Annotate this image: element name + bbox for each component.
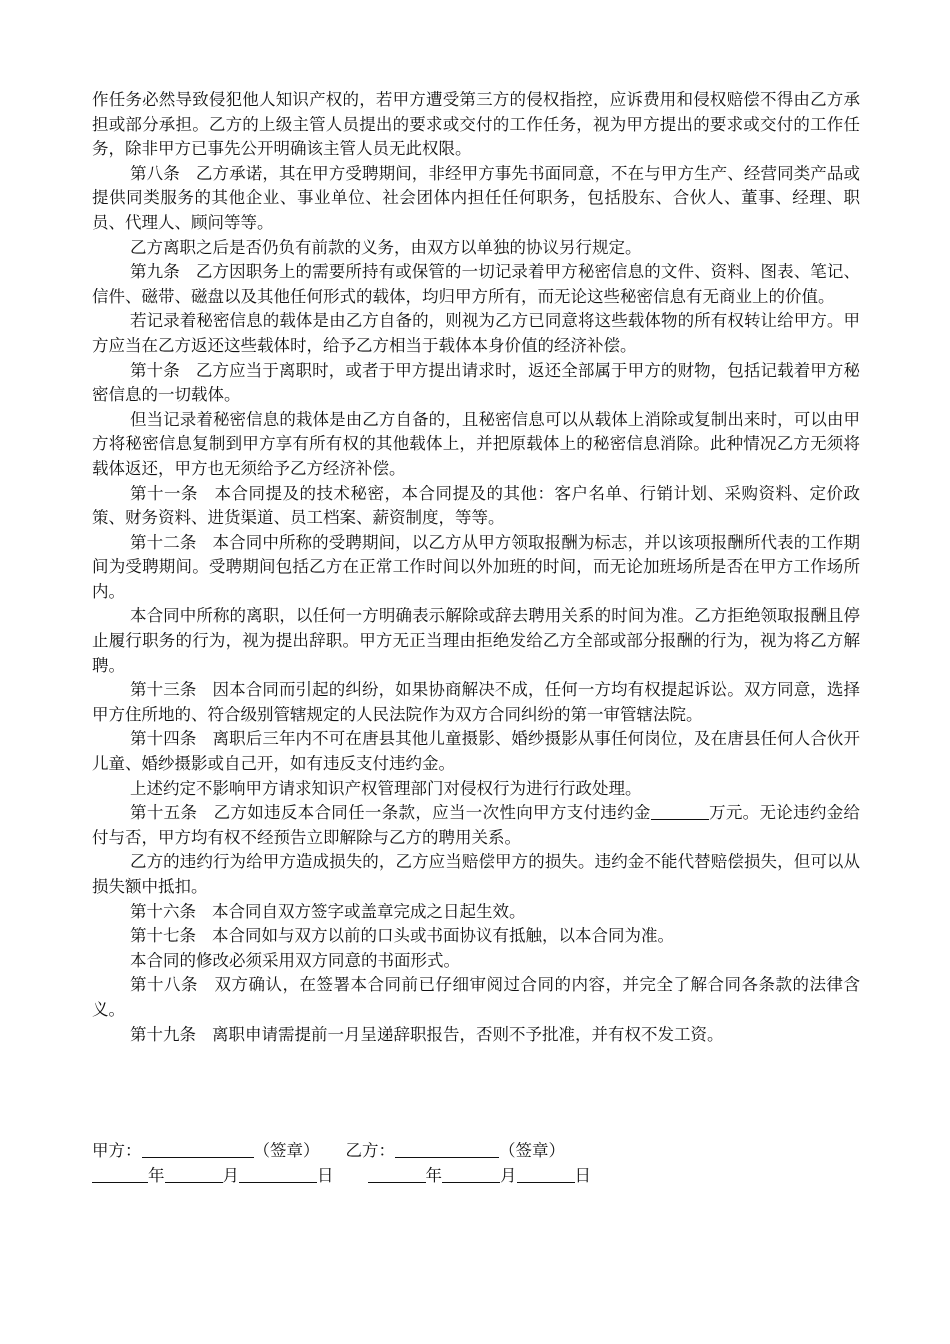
contract-paragraph [92, 949, 860, 974]
article-number: 第九条 [130, 262, 180, 282]
party-b-signature-line[interactable] [395, 1140, 499, 1158]
contract-paragraph [92, 973, 860, 1022]
party-a-month-line[interactable] [165, 1165, 223, 1183]
paragraph-text: 乙方如违反本合同任一条款，应当一次性向甲方支付违约金 [213, 803, 651, 823]
party-a-label: 甲方： [92, 1141, 142, 1160]
contract-paragraph [92, 678, 860, 727]
contract-paragraph [92, 236, 860, 261]
contract-paragraph [92, 359, 860, 408]
contract-paragraph [92, 162, 860, 236]
paragraph-text: 乙方因职务上的需要所持有或保管的一切记录着甲方秘密信息的文件、资料、图表、笔记、信件、磁带、磁盘以及其他任何形式的载体，均归甲方所有，而无论这些秘密信息有无商业上的价值。 [92, 262, 861, 306]
signature-block [92, 1138, 860, 1188]
article-number: 第八条 [130, 163, 180, 183]
paragraph-text: 本合同提及的技术秘密，本合同提及的其他：客户名单、行销计划、采购资料、定价政策、财务资料、进货渠道、员工档案、薪资制度，等等。 [92, 483, 860, 528]
contract-paragraph [92, 408, 860, 482]
article-number: 第十一条 [130, 483, 198, 503]
paragraph-text: 本合同的修改必须采用双方同意的书面形式。 [130, 950, 460, 970]
party-a-signature-line[interactable] [142, 1140, 254, 1158]
contract-paragraph [92, 482, 860, 531]
contract-paragraph [92, 260, 860, 309]
penalty-amount-blank[interactable] [651, 802, 709, 820]
article-number: 第十五条 [130, 803, 198, 823]
party-a-year-line[interactable] [92, 1165, 148, 1183]
paragraph-text: 离职申请需提前一月呈递辞职报告，否则不予批准，并有权不发工资。 [212, 1024, 724, 1044]
month-label: 月 [500, 1166, 517, 1185]
contract-paragraph [92, 727, 860, 776]
contract-paragraph [92, 777, 860, 802]
paragraph-text: 万元。无论违约金给付与否，甲方均有权不经预告立即解除与乙方的聘用关系。 [92, 803, 860, 847]
day-label: 日 [317, 1166, 334, 1185]
contract-paragraph [92, 924, 860, 949]
contract-paragraph [92, 850, 860, 899]
paragraph-text: 若记录着秘密信息的载体是由乙方自备的，则视为乙方已同意将这些载体物的所有权转让给甲方。甲方应当在乙方返还这些载体时，给予乙方相当于载体本身价值的经济补偿。 [92, 311, 860, 355]
party-a-day-line[interactable] [239, 1165, 317, 1183]
year-label: 年 [148, 1166, 165, 1185]
contract-paragraph [92, 900, 860, 925]
party-b-day-line[interactable] [517, 1165, 575, 1183]
contract-paragraph [92, 88, 860, 162]
paragraph-text: 乙方离职之后是否仍负有前款的义务，由双方以单独的协议另行规定。 [130, 237, 642, 257]
paragraph-text: 本合同自双方签字或盖章完成之日起生效。 [212, 901, 526, 921]
paragraph-text: 离职后三年内不可在唐县其他儿童摄影、婚纱摄影从事任何岗位，及在唐县任何人合伙开儿童、婚纱摄影或自己开，如有违反支付违约金。 [92, 729, 861, 774]
paragraph-text: 作任务必然导致侵犯他人知识产权的，若甲方遭受第三方的侵权指控，应诉费用和侵权赔偿不得由乙方承担或部分承担。乙方的上级主管人员提出的要求或交付的工作任务，视为甲方提出的要求或交付的工作任务，除非甲方已事先公开明确该主管人员无此权限。 [92, 90, 860, 159]
article-number: 第十六条 [130, 901, 196, 921]
month-label: 月 [222, 1166, 239, 1185]
article-number: 第十七条 [130, 926, 196, 946]
date-row [92, 1163, 860, 1188]
paragraph-text: 乙方的违约行为给甲方造成损失的，乙方应当赔偿甲方的损失。违约金不能代替赔偿损失，但可以从损失额中抵扣。 [92, 852, 860, 896]
signature-row [92, 1138, 860, 1163]
party-b-year-line[interactable] [368, 1165, 426, 1183]
contract-paragraph [92, 309, 860, 358]
paragraph-text: 本合同如与双方以前的口头或书面协议有抵触，以本合同为准。 [212, 926, 674, 946]
contract-paragraph [92, 1023, 860, 1048]
paragraph-text: 乙方应当于离职时，或者于甲方提出请求时，返还全部属于甲方的财物，包括记载着甲方秘密信息的一切载体。 [92, 360, 861, 405]
article-number: 第十条 [130, 360, 180, 380]
party-a-seal-label: （签章） [253, 1141, 320, 1160]
paragraph-text: 乙方承诺，其在甲方受聘期间，非经甲方事先书面同意，不在与甲方生产、经营同类产品或提供同类服务的其他企业、事业单位、社会团体内担任任何职务，包括股东、合伙人、董事、经理、职员、代理人、顾问等等。 [92, 163, 861, 232]
paragraph-text: 但当记录着秘密信息的栽体是由乙方自备的，且秘密信息可以从载体上消除或复制出来时，可以由甲方将秘密信息复制到甲方享有所有权的其他载体上，并把原载体上的秘密信息消除。此种情况乙方无须将载体返还，甲方也无须给予乙方经济补偿。 [92, 409, 860, 478]
contract-paragraph [92, 531, 860, 605]
party-b-seal-label: （签章） [499, 1141, 565, 1160]
paragraph-text: 因本合同而引起的纠纷，如果协商解决不成，任何一方均有权提起诉讼。双方同意，选择甲方住所地的、符合级别管辖规定的人民法院作为双方合同纠纷的第一审管辖法院。 [92, 680, 861, 724]
contract-paragraph [92, 604, 860, 678]
party-b-month-line[interactable] [442, 1165, 500, 1183]
article-number: 第十四条 [130, 729, 197, 749]
paragraph-text: 本合同中所称的受聘期间，以乙方从甲方领取报酬为标志，并以该项报酬所代表的工作期间为受聘期间。受聘期间包括乙方在正常工作时间以外加班的时间，而无论加班场所是否在甲方工作场所内。 [92, 532, 861, 601]
paragraph-text: 本合同中所称的离职，以任何一方明确表示解除或辞去聘用关系的时间为准。乙方拒绝领取报酬且停止履行职务的行为，视为提出辞职。甲方无正当理由拒绝发给乙方全部或部分报酬的行为，视为将乙方解聘。 [92, 606, 860, 675]
article-number: 第十八条 [130, 975, 198, 995]
article-number: 第十三条 [130, 680, 197, 700]
year-label: 年 [425, 1166, 442, 1185]
day-label: 日 [574, 1166, 591, 1185]
contract-body [92, 88, 860, 1047]
article-number: 第十九条 [130, 1024, 196, 1044]
paragraph-text: 双方确认，在签署本合同前已仔细审阅过合同的内容，并完全了解合同各条款的法律含义。 [92, 975, 860, 1019]
article-number: 第十二条 [130, 532, 197, 552]
contract-paragraph [92, 801, 860, 850]
party-b-label: 乙方： [345, 1141, 395, 1160]
paragraph-text: 上述约定不影响甲方请求知识产权管理部门对侵权行为进行行政处理。 [130, 778, 642, 798]
